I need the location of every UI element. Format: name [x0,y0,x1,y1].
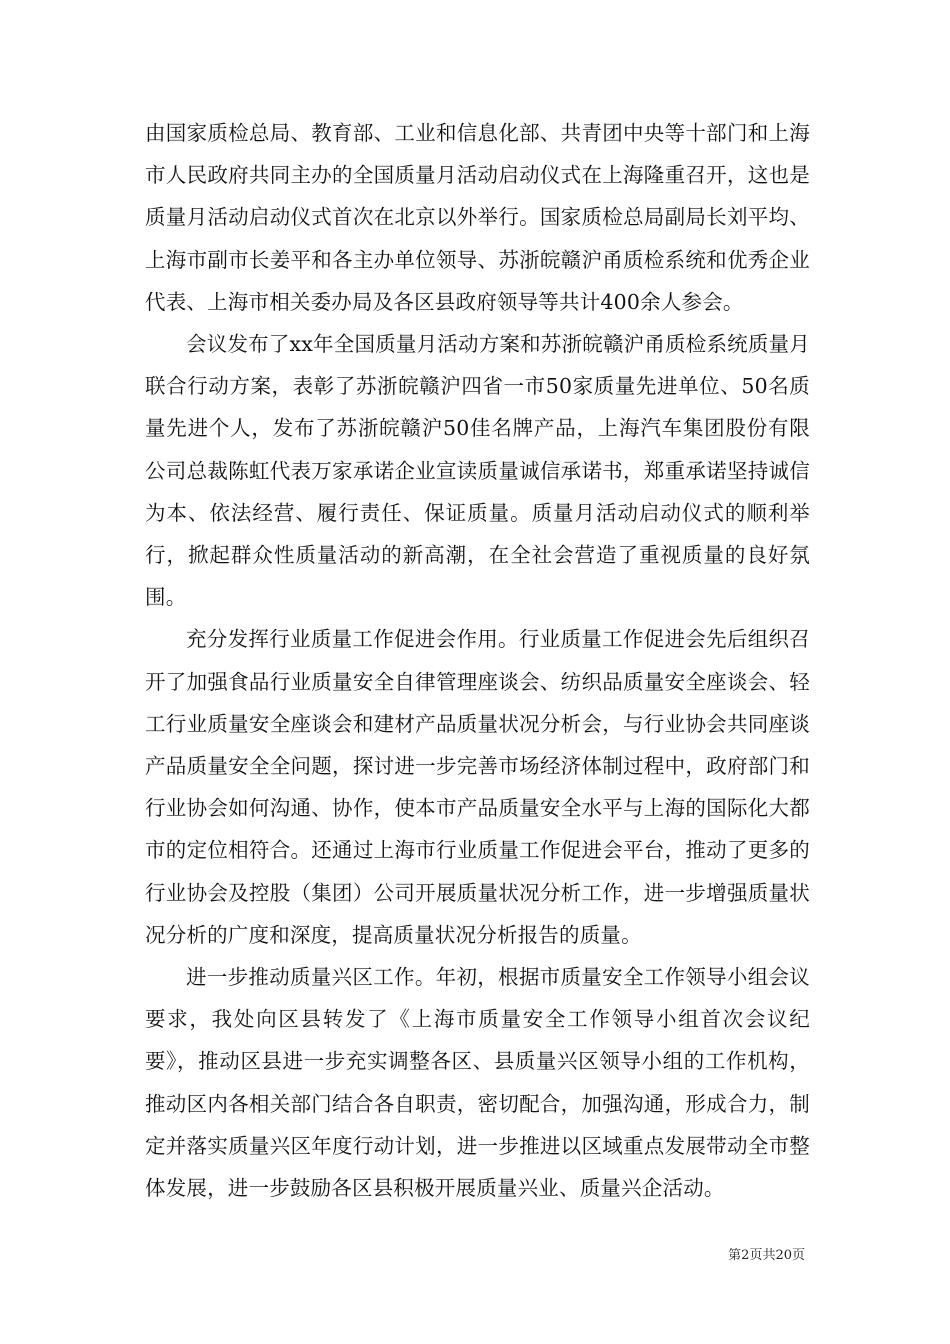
document-body [145,112,810,1209]
paragraph-3: 充分发挥行业质量工作促进会作用。行业质量工作促进会先后组织召开了加强食品行业质量安全自律管理座谈会、纺织品质量安全座谈会、轻工行业质量安全座谈会和建材产品质量状况分析会，与行业协会共同座谈产品质量安全全问题，探讨进一步完善市场经济体制过程中，政府部门和行业协会如何沟通、协作，使本市产品质量安全水平与上海的国际化大都市的定位相符合。还通过上海市行业质量工作促进会平台，推动了更多的行业协会及控股（集团）公司开展质量状况分析工作，进一步增强质量状况分析的广度和深度，提高质量状况分析报告的质量。 [145,627,810,947]
paragraph-4: 进一步推动质量兴区工作。年初，根据市质量安全工作领导小组会议要求，我处向区县转发了《上海市质量安全工作领导小组首次会议纪要》，推动区县进一步充实调整各区、县质量兴区领导小组的工作机构，推动区内各相关部门结合各自职责，密切配合，加强沟通，形成合力，制定并落实质量兴区年度行动计划，进一步推进以区域重点发展带动全市整体发展，进一步鼓励各区县积极开展质量兴业、质量兴企活动。 [145,965,810,1201]
paragraph-1: 由国家质检总局、教育部、工业和信息化部、共青团中央等十部门和上海市人民政府共同主办的全国质量月活动启动仪式在上海隆重召开，这也是质量月活动启动仪式首次在北京以外举行。国家质检总局副局长刘平均、上海市副市长姜平和各主办单位领导、苏浙皖赣沪甬质检系统和优秀企业代表、上海市相关委办局及各区县政府领导等共计400余人参会。 [145,121,810,314]
page-number: 第2页共20页 [728,1248,805,1263]
paragraph-2: 会议发布了xx年全国质量月活动方案和苏浙皖赣沪甬质检系统质量月联合行动方案，表彰了苏浙皖赣沪四省一市50家质量先进单位、50名质量先进个人，发布了苏浙皖赣沪50佳名牌产品，上海汽车集团股份有限公司总裁陈虹代表万家承诺企业宣读质量诚信承诺书，郑重承诺坚持诚信为本、依法经营、履行责任、保证质量。质量月活动启动仪式的顺利举行，掀起群众性质量活动的新高潮，在全社会营造了重视质量的良好氛围。 [145,332,810,610]
